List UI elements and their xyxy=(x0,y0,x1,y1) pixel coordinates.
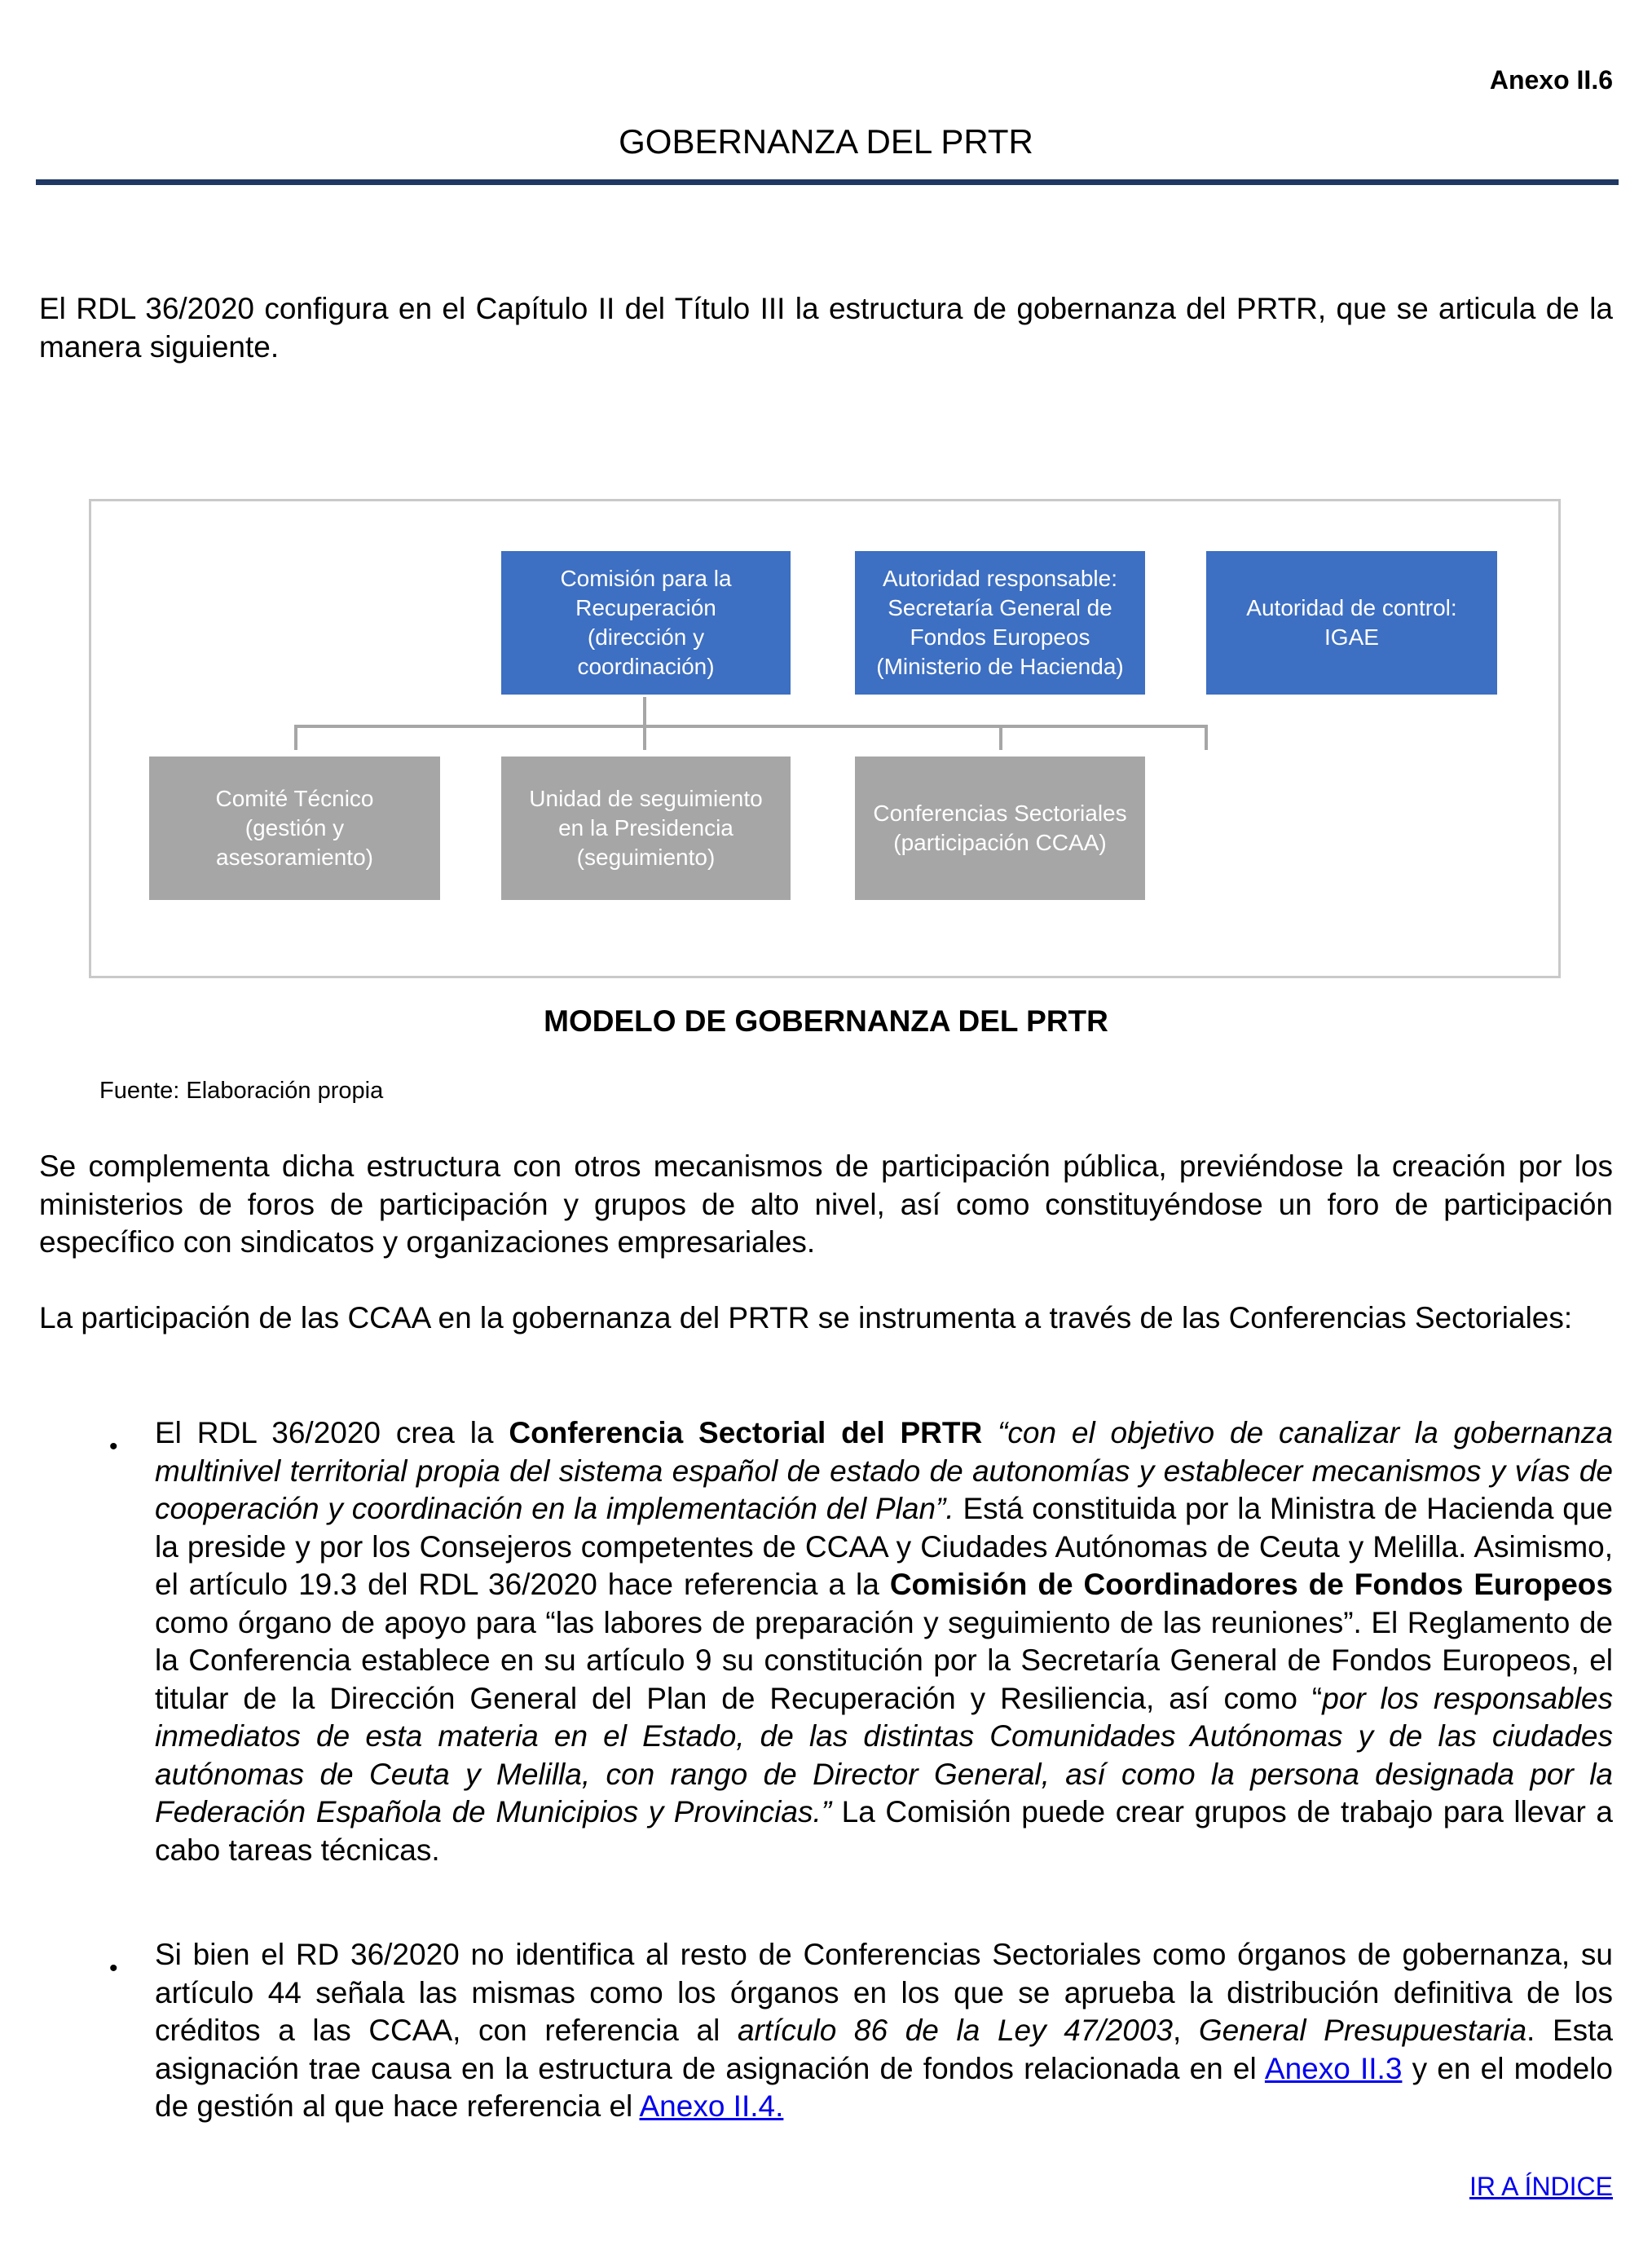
bullet-2-text xyxy=(155,1936,1613,2126)
box-conferencias-sectoriales: Conferencias Sectoriales (participación CCAA) xyxy=(855,757,1145,900)
annex-label: Anexo II.6 xyxy=(1489,65,1613,95)
box-comite-tecnico: Comité Técnico (gestión y asesoramiento) xyxy=(149,757,440,900)
connector-drop-right xyxy=(999,725,1002,750)
bullet-1-part: El RDL 36/2020 crea la xyxy=(155,1416,509,1449)
bullet-1-quote: “con el objetivo de canalizar la gobernanza multinivel territorial propia del sistema español de estado de autonomías y establecer mecanismos y vías de cooperación y coordinación en la implementación del Plan”. xyxy=(155,1416,1613,1525)
bullet-1-text xyxy=(155,1414,1613,1869)
diagram-source: Fuente: Elaboración propia xyxy=(99,1078,384,1104)
bullet-2-part: . Esta asignación trae causa en la estructura de asignación de fondos relacionada en el xyxy=(155,2014,1613,2085)
diagram-caption: MODELO DE GOBERNANZA DEL PRTR xyxy=(544,1004,1108,1038)
go-to-index-link[interactable]: IR A ÍNDICE xyxy=(1469,2172,1613,2201)
intro-paragraph: El RDL 36/2020 configura en el Capítulo II del Título III la estructura de gobernanza del PRTR, que se articula de la manera siguiente. xyxy=(39,292,1613,364)
connector-drop-left xyxy=(294,725,297,750)
bullet-2-part: Si bien el RD 36/2020 no identifica al resto de Conferencias Sectoriales como órganos de gobernanza, su artículo 44 señala las mismas como los órganos en los que se aprueba la distribución definitiva de los créditos a las CCAA, con referencia al xyxy=(155,1938,1613,2047)
box-autoridad-control: Autoridad de control: IGAE xyxy=(1206,551,1497,695)
bullet-2-marker: • xyxy=(109,1955,118,1982)
connector-vertical-top xyxy=(643,697,646,725)
bullet-1-part: La Comisión puede crear grupos de trabajo para llevar a cabo tareas técnicas. xyxy=(155,1795,1613,1867)
paragraph-participation: Se complementa dicha estructura con otros mecanismos de participación pública, previéndose la creación por los ministerios de foros de participación y grupos de alto nivel, así como constituyéndose un foro de participación específico con sindicatos y organizaciones empresariales. xyxy=(39,1149,1613,1259)
bullet-1-quote-reglamento: por los responsables inmediatos de esta materia en el Estado, de las distintas Comunidades Autónomas y de las ciudades autónomas de Ceuta y Melilla, con rango de Director General, así como la persona designada por la Federación Española de Municipios y Provincias.” xyxy=(155,1681,1613,1828)
connector-horizontal xyxy=(294,725,1205,728)
bullet-2-law-reference: artículo 86 de la Ley 47/2003 xyxy=(737,2014,1173,2047)
paragraph-ccaa: La participación de las CCAA en la gobernanza del PRTR se instrumenta a través de las Conferencias Sectoriales: xyxy=(39,1301,1573,1334)
link-anexo-ii-4[interactable]: Anexo II.4. xyxy=(639,2089,784,2123)
bullet-2-part: , xyxy=(1172,2014,1199,2047)
page-title: GOBERNANZA DEL PRTR xyxy=(619,122,1033,161)
bullet-1-marker: • xyxy=(109,1433,118,1460)
bullet-2-law-name: General Presupuestaria xyxy=(1198,2014,1527,2047)
link-anexo-ii-3[interactable]: Anexo II.3 xyxy=(1264,2051,1403,2085)
bullet-2-part: y en el modelo de gestión al que hace referencia el xyxy=(155,2051,1613,2123)
connector-drop-middle xyxy=(643,725,646,750)
bullet-1-part: como órgano de apoyo para “las labores de preparación y seguimiento de las reuniones”. El Reglamento de la Conferencia establece en su artículo 9 su constitución por la Secretaría General de Fondos Europeos, el titular de la Dirección General del Plan de Recuperación y Resiliencia, así como “ xyxy=(155,1605,1613,1715)
connector-drop-far-right xyxy=(1205,725,1208,750)
title-divider xyxy=(36,179,1619,185)
bullet-1-bold-conferencia: Conferencia Sectorial del PRTR xyxy=(509,1416,983,1449)
box-unidad-seguimiento: Unidad de seguimiento en la Presidencia (seguimiento) xyxy=(501,757,791,900)
bullet-1-bold-comision: Comisión de Coordinadores de Fondos Europeos xyxy=(889,1568,1613,1601)
box-autoridad-responsable: Autoridad responsable: Secretaría General de Fondos Europeos (Ministerio de Hacienda) xyxy=(855,551,1145,695)
bullet-1-part: Está constituida por la Ministra de Hacienda que la preside y por los Consejeros competentes de CCAA y Ciudades Autónomas de Ceuta y Melilla. Asimismo, el artículo 19.3 del RDL 36/2020 hace referencia a la xyxy=(155,1492,1614,1601)
governance-diagram xyxy=(89,499,1561,978)
box-comision-recuperacion: Comisión para la Recuperación (dirección y coordinación) xyxy=(501,551,791,695)
